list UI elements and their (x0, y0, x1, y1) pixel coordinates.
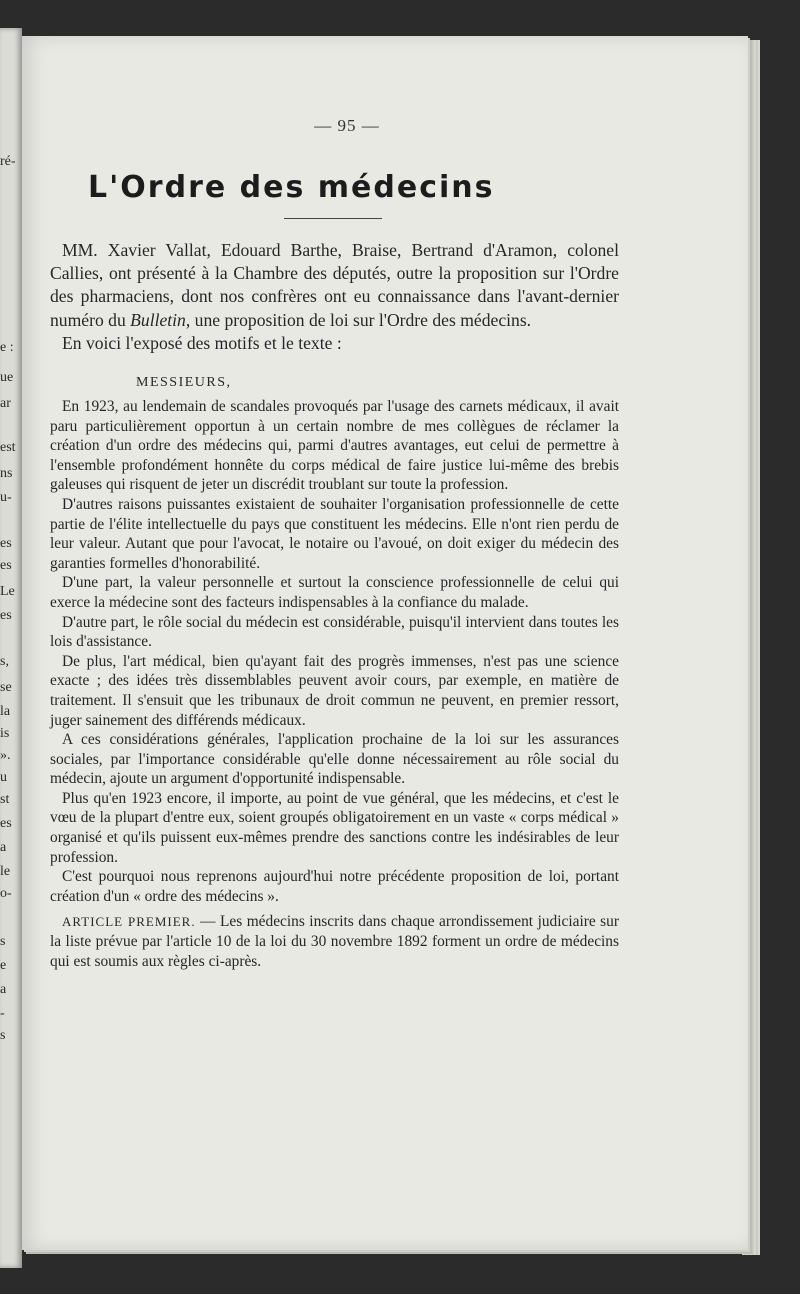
previous-page-text-fragment: le (0, 864, 11, 879)
previous-page-text-fragment: u (0, 770, 7, 785)
previous-page-text-fragment: es (0, 536, 12, 551)
bulletin-italic: Bulletin (130, 309, 186, 330)
intro-paragraph-2: En voici l'exposé des motifs et le texte : (62, 332, 342, 353)
intro-text: MM. Xavier Vallat, Edouard Barthe, Braise, Bertrand d'Aramon, colonel Callies, ont présenté à la Chambre des députés, outre la proposition sur l'Ordre des pharmaciens, dont nos confrères ont eu connaissance dans l'avant-dernier numéro du (50, 240, 619, 330)
previous-page-text-fragment: es (0, 816, 12, 831)
previous-page-text-fragment: es (0, 558, 12, 573)
article-body (50, 239, 619, 971)
expose-des-motifs (50, 397, 619, 906)
motif-paragraph: De plus, l'art médical, bien qu'ayant fait des progrès immenses, n'est pas une science exacte ; des idées très dissemblables peuvent avoir cours, par exemple, en matière de traitement. Il s'ensuit que les tribunaux de droit commun ne peuvent, en premier ressort, juger sainement des différends médicaux. (50, 652, 619, 729)
page-number: — 95 — (314, 116, 380, 135)
previous-page-text-fragment: ns (0, 466, 13, 481)
previous-page-text-fragment: a (0, 840, 7, 855)
motif-paragraph: D'une part, la valeur personnelle et surtout la conscience professionnelle de celui qui exerce la médecine sont des facteurs indispensables à la confiance du malade. (50, 574, 619, 611)
intro-paragraph-1 (50, 239, 619, 332)
previous-page-text-fragment: la (0, 704, 11, 719)
article-premier (50, 912, 619, 971)
previous-page-text-fragment: ré- (0, 154, 16, 169)
previous-page-edge (0, 28, 22, 1268)
article-title: L'Ordre des médecins (88, 170, 495, 205)
article-text: — Les médecins inscrits dans chaque arrondissement judiciaire sur la liste prévue par l'article 10 de la loi du 30 novembre 1892 forment un ordre de médecins qui est soumis aux règles ci-après. (50, 913, 619, 970)
document-page (22, 36, 748, 1250)
motif-paragraph: A ces considérations générales, l'application prochaine de la loi sur les assurances sociales, par l'importance considérable qu'elle donne nécessairement au rôle social du médecin, ajoute un argument d'opportunité indispensable. (50, 731, 619, 788)
previous-page-text-fragment: est (0, 440, 16, 455)
title-divider (284, 218, 382, 219)
motif-paragraph: D'autre part, le rôle social du médecin est considérable, puisqu'il intervient dans toutes les lois d'assistance. (50, 613, 619, 651)
previous-page-text-fragment: s, (0, 654, 9, 669)
previous-page-text-fragment: st (0, 792, 10, 807)
motif-paragraph: C'est pourquoi nous reprenons aujourd'hui notre précédente proposition de loi, portant création d'un « ordre des médecins ». (50, 868, 619, 905)
motif-paragraph: Plus qu'en 1923 encore, il importe, au point de vue général, que les médecins, et c'est le vœu de la plupart d'entre eux, soient groupés obligatoirement en un vaste « corps médical » organisé et qu'ils puissent eux-mêmes prendre des sanctions contre les indésirables de leur profession. (50, 789, 619, 866)
previous-page-text-fragment: a (0, 982, 7, 997)
previous-page-text-fragment: ue (0, 370, 14, 385)
salutation: MESSIEURS, (136, 375, 232, 391)
article-label: ARTICLE PREMIER. (62, 914, 196, 930)
previous-page-text-fragment: - (0, 1006, 5, 1021)
previous-page-text-fragment: is (0, 726, 10, 741)
previous-page-text-fragment: es (0, 608, 12, 623)
previous-page-text-fragment: o- (0, 886, 12, 901)
previous-page-text-fragment: Le (0, 584, 15, 599)
previous-page-text-fragment: se (0, 680, 12, 695)
introduction (50, 239, 619, 355)
previous-page-text-fragment: s (0, 934, 6, 949)
motif-paragraph: En 1923, au lendemain de scandales provoqués par l'usage des carnets médicaux, il avait paru particulièrement opportun à un certain nombre de mes collègues de réclamer la création d'un ordre des médecins qui, parmi d'autres avantages, eut celui de permettre à l'ensemble profondément honnête du corps médical de faire justice lui-même des brebis galeuses qui risquent de jeter un discrédit troublant sur toute la profession. (50, 398, 619, 494)
motif-paragraph: D'autres raisons puissantes existaient de souhaiter l'organisation professionnelle de cette partie de l'élite intellectuelle du pays que constituent les médecins. Elle n'ont rien perdu de leur valeur. Autant que pour l'avocat, le notaire ou l'avoué, on doit exiger du médecin des garanties formelles d'honorabilité. (50, 495, 619, 572)
previous-page-text-fragment: ar (0, 396, 11, 411)
previous-page-text-fragment: e (0, 958, 7, 973)
previous-page-text-fragment: e : (0, 340, 14, 355)
previous-page-text-fragment: ». (0, 748, 11, 763)
previous-page-text-fragment: u- (0, 490, 12, 505)
previous-page-text-fragment: s (0, 1028, 6, 1043)
intro-text-end: , une proposition de loi sur l'Ordre des médecins. (185, 309, 532, 330)
